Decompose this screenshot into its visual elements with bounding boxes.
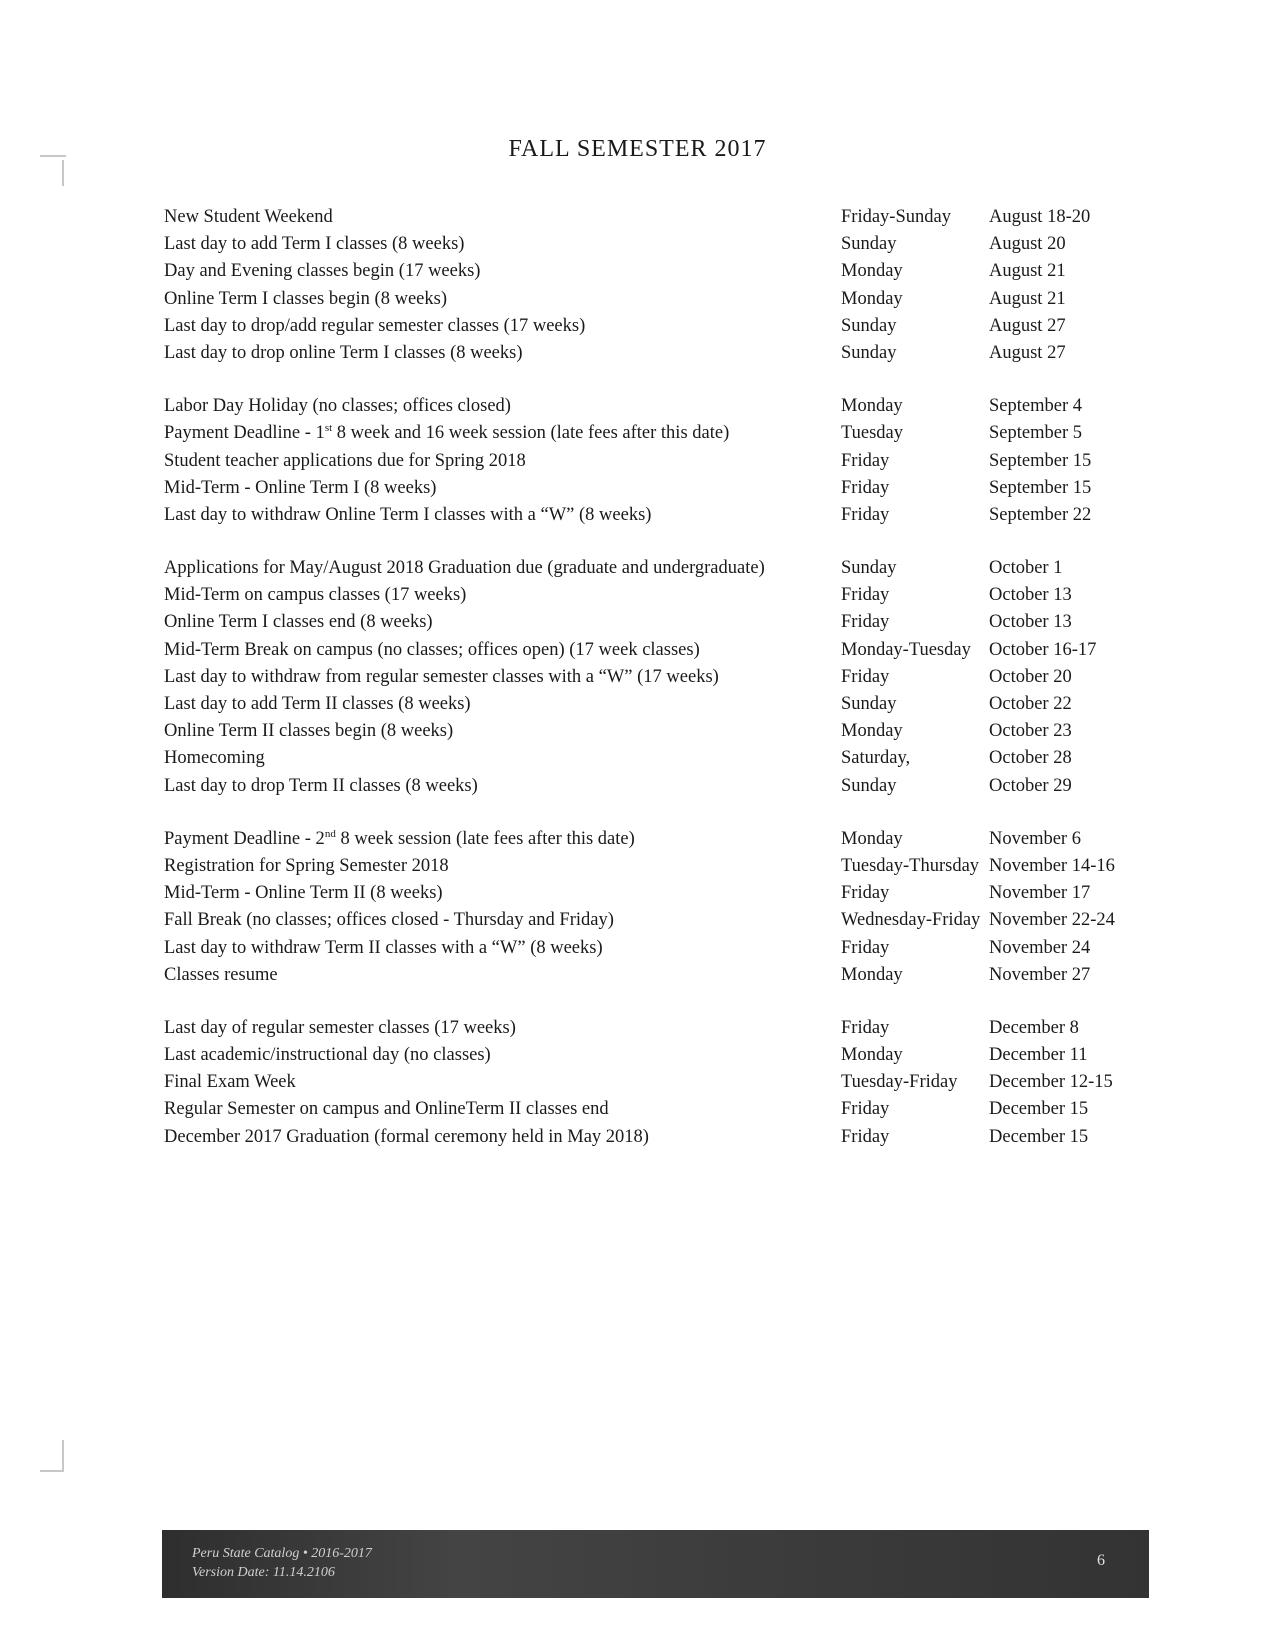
event-name: Mid-Term - Online Term I (8 weeks) [164, 477, 437, 498]
event-date: December 15 [989, 1099, 1089, 1120]
event-name-part: Payment Deadline - 1 [164, 423, 325, 444]
event-date: August 20 [989, 234, 1066, 255]
event-date: December 15 [989, 1126, 1089, 1147]
event-day: Friday [841, 1099, 890, 1120]
event-day: Saturday, [841, 748, 911, 769]
event-name: Fall Break (no classes; offices closed - Thursday and Friday) [164, 910, 614, 931]
event-day: Friday [841, 1126, 890, 1147]
event-day: Monday-Tuesday [841, 639, 971, 660]
event-date: October 23 [989, 721, 1072, 742]
scan-mark [40, 1470, 64, 1472]
calendar-row [164, 775, 1144, 802]
calendar-row [164, 584, 1144, 611]
footer-catalog: Peru State Catalog • 2016-2017 [192, 1546, 372, 1561]
calendar-row [164, 206, 1144, 233]
event-date: November 22-24 [989, 910, 1115, 931]
event-day: Monday [841, 288, 903, 309]
event-date: November 27 [989, 964, 1091, 985]
calendar-row [164, 477, 1144, 504]
calendar-row [164, 422, 1144, 449]
event-name: Online Term II classes begin (8 weeks) [164, 721, 454, 742]
event-date: August 21 [989, 288, 1066, 309]
calendar-row [164, 233, 1144, 260]
event-name: Online Term I classes end (8 weeks) [164, 612, 433, 633]
calendar-row [164, 342, 1144, 369]
event-name: Last academic/instructional day (no classes) [164, 1045, 491, 1066]
scan-mark [40, 155, 66, 157]
event-date: September 4 [989, 396, 1082, 417]
calendar-row [164, 747, 1144, 774]
event-name [164, 828, 841, 850]
event-day: Friday [841, 477, 890, 498]
calendar-row [164, 395, 1144, 422]
event-day: Friday [841, 883, 890, 904]
calendar-row [164, 909, 1144, 936]
event-name: December 2017 Graduation (formal ceremony held in May 2018) [164, 1126, 649, 1147]
event-date: November 24 [989, 937, 1091, 958]
event-date: November 14-16 [989, 855, 1115, 876]
event-day: Tuesday-Thursday [841, 855, 980, 876]
calendar-row [164, 315, 1144, 342]
event-day: Monday [841, 396, 903, 417]
event-date: September 15 [989, 477, 1092, 498]
event-date: December 8 [989, 1017, 1079, 1038]
calendar-section [164, 828, 1144, 991]
calendar-row [164, 693, 1144, 720]
event-date: December 12-15 [989, 1072, 1113, 1093]
calendar-row [164, 260, 1144, 287]
calendar-row [164, 611, 1144, 638]
event-date: October 13 [989, 585, 1072, 606]
event-date: September 15 [989, 450, 1092, 471]
event-day: Sunday [841, 234, 897, 255]
event-date: October 13 [989, 612, 1072, 633]
event-name [164, 422, 841, 444]
calendar-row [164, 1044, 1144, 1071]
event-day: Sunday [841, 558, 897, 579]
event-name: Last day to drop/add regular semester classes (17 weeks) [164, 315, 586, 336]
event-date: October 1 [989, 558, 1063, 579]
event-date: September 5 [989, 423, 1082, 444]
event-day: Monday [841, 964, 903, 985]
calendar-row [164, 504, 1144, 531]
calendar-row [164, 1126, 1144, 1153]
event-name: Student teacher applications due for Spring 2018 [164, 450, 526, 471]
event-ordinal-suffix: nd [324, 827, 336, 840]
page-title: FALL SEMESTER 2017 [508, 136, 767, 162]
scan-mark [62, 160, 64, 186]
scan-mark [62, 1440, 64, 1470]
event-day: Friday [841, 450, 890, 471]
event-day: Friday-Sunday [841, 207, 951, 227]
calendar-section [164, 395, 1144, 531]
calendar-row [164, 639, 1144, 666]
event-name: Last day to withdraw from regular semester classes with a “W” (17 weeks) [164, 666, 719, 687]
event-day: Friday [841, 585, 890, 606]
event-date: November 17 [989, 883, 1091, 904]
calendar-section [164, 206, 1144, 369]
event-day: Tuesday-Friday [841, 1072, 958, 1093]
event-name: Last day of regular semester classes (17 weeks) [164, 1017, 516, 1038]
event-name: Last day to withdraw Term II classes with a “W” (8 weeks) [164, 937, 603, 958]
page-footer [162, 1530, 1149, 1598]
event-day: Monday [841, 721, 903, 742]
event-day: Monday [841, 1045, 903, 1066]
calendar-row [164, 720, 1144, 747]
footer-version: Version Date: 11.14.2106 [192, 1565, 335, 1580]
event-name: Classes resume [164, 964, 278, 985]
event-name: New Student Weekend [164, 207, 333, 227]
calendar-row [164, 828, 1144, 855]
event-date: November 6 [989, 828, 1081, 849]
calendar-section [164, 1017, 1144, 1153]
calendar-row [164, 1098, 1144, 1125]
event-name: Labor Day Holiday (no classes; offices closed) [164, 396, 511, 417]
calendar-row [164, 666, 1144, 693]
calendar-row [164, 1071, 1144, 1098]
event-ordinal-suffix: st [324, 422, 333, 435]
event-date: August 18-20 [989, 207, 1091, 227]
event-date: December 11 [989, 1045, 1088, 1066]
event-name: Final Exam Week [164, 1072, 296, 1093]
calendar-row [164, 964, 1144, 991]
event-name: Regular Semester on campus and OnlineTerm II classes end [164, 1099, 609, 1120]
event-date: October 28 [989, 748, 1072, 769]
event-day: Sunday [841, 315, 897, 336]
event-date: August 27 [989, 342, 1066, 363]
calendar-row [164, 1017, 1144, 1044]
event-day: Sunday [841, 694, 897, 714]
event-day: Friday [841, 937, 890, 958]
event-name: Registration for Spring Semester 2018 [164, 855, 449, 876]
calendar-row [164, 882, 1144, 909]
calendar-row [164, 450, 1144, 477]
event-date: October 29 [989, 775, 1072, 796]
event-name-part: Payment Deadline - 2 [164, 828, 325, 849]
event-name: Last day to drop Term II classes (8 weeks) [164, 775, 478, 796]
event-day: Monday [841, 828, 903, 849]
event-date: September 22 [989, 504, 1092, 525]
event-day: Monday [841, 261, 903, 282]
calendar-row [164, 288, 1144, 315]
event-name-part: 8 week session (late fees after this date) [335, 828, 635, 849]
event-name: Last day to drop online Term I classes (8 weeks) [164, 342, 523, 363]
event-name: Last day to add Term II classes (8 weeks) [164, 694, 471, 714]
event-name: Mid-Term - Online Term II (8 weeks) [164, 883, 443, 904]
calendar-section [164, 557, 1144, 802]
footer-text [192, 1544, 372, 1582]
calendar-row [164, 557, 1144, 584]
event-date: August 27 [989, 315, 1066, 336]
event-name: Homecoming [164, 748, 265, 769]
event-name: Mid-Term on campus classes (17 weeks) [164, 585, 467, 606]
event-date: October 20 [989, 666, 1072, 687]
event-day: Friday [841, 666, 890, 687]
calendar-row [164, 937, 1144, 964]
event-day: Friday [841, 1017, 890, 1038]
event-day: Tuesday [841, 423, 904, 444]
page-number: 6 [1097, 1552, 1105, 1569]
event-name: Last day to add Term I classes (8 weeks) [164, 234, 465, 255]
event-name: Last day to withdraw Online Term I classes with a “W” (8 weeks) [164, 504, 652, 525]
event-name: Online Term I classes begin (8 weeks) [164, 288, 447, 309]
event-name: Mid-Term Break on campus (no classes; offices open) (17 week classes) [164, 639, 700, 660]
event-date: October 16-17 [989, 639, 1097, 660]
event-name-part: 8 week and 16 week session (late fees after this date) [332, 423, 730, 444]
event-day: Wednesday-Friday [841, 910, 981, 931]
event-name: Applications for May/August 2018 Graduation due (graduate and undergraduate) [164, 558, 765, 579]
event-day: Sunday [841, 775, 897, 796]
event-day: Friday [841, 612, 890, 633]
event-day: Sunday [841, 342, 897, 363]
calendar-row [164, 855, 1144, 882]
event-date: August 21 [989, 261, 1066, 282]
event-name: Day and Evening classes begin (17 weeks) [164, 261, 481, 282]
calendar-table [164, 206, 1144, 1179]
event-day: Friday [841, 504, 890, 525]
event-date: October 22 [989, 694, 1072, 714]
